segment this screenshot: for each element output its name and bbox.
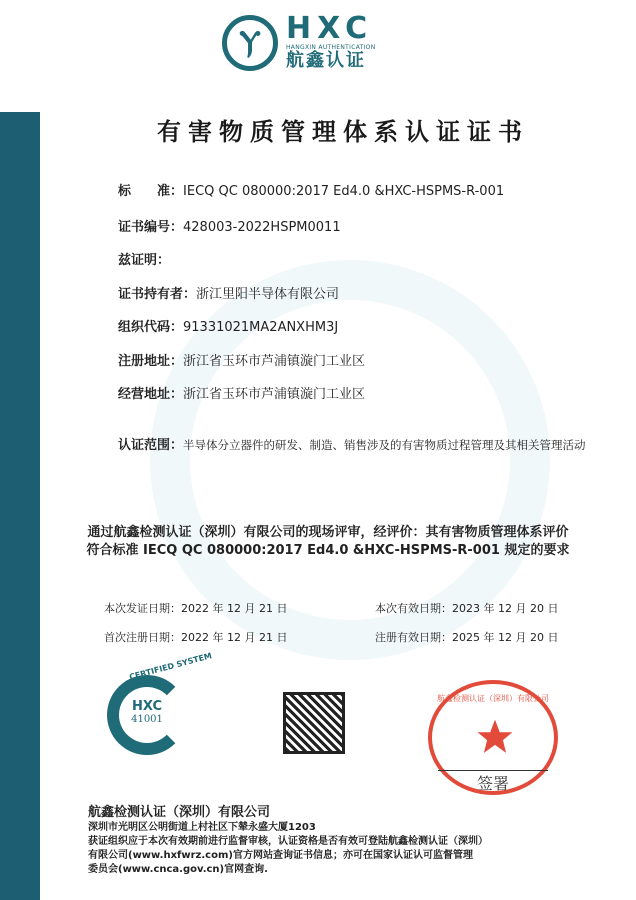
qr-code[interactable]	[283, 692, 345, 754]
field-standard	[118, 180, 504, 199]
valid-date: 本次有效日期：2023 年 12 月 20 日	[375, 602, 559, 615]
field-value: 浙江省玉环市芦浦镇漩门工业区	[183, 387, 366, 402]
field-org-code	[118, 316, 338, 335]
side-stripe	[0, 112, 40, 900]
cert-code: 41001	[131, 714, 163, 725]
statement-line-1: 通过航鑫检测认证（深圳）有限公司的现场评审，经评价：其有害物质管理体系评价	[87, 525, 569, 540]
first-reg-date: 首次注册日期：2022 年 12 月 21 日	[104, 631, 288, 644]
certificate-title: 有害物质管理体系认证证书	[157, 118, 529, 146]
field-certify	[118, 249, 170, 268]
company-seal	[428, 680, 558, 795]
cert-brand: HXC	[132, 699, 162, 714]
star-icon	[476, 718, 514, 756]
footer-company: 航鑫检测认证（深圳）有限公司	[88, 805, 271, 820]
reg-valid-date: 注册有效日期：2025 年 12 月 20 日	[375, 631, 559, 644]
logo-cn: 航鑫认证	[286, 50, 366, 71]
field-label: 兹证明：	[118, 253, 171, 268]
field-label: 证书编号：	[118, 220, 184, 235]
field-value: 浙江里阳半导体有限公司	[196, 287, 340, 302]
footer-note: 获证组织应于本次有效期前进行监督审核，认证资格是否有效可登陆航鑫检测认证（深圳）	[88, 836, 488, 847]
certified-system-mark	[107, 675, 187, 755]
field-cert-number	[118, 216, 341, 235]
field-reg-address	[118, 350, 365, 369]
field-value: IECQ QC 080000:2017 Ed4.0 &HXC-HSPMS-R-001	[183, 184, 505, 199]
field-label: 组织代码：	[118, 320, 184, 335]
logo-mark: HXC	[286, 11, 374, 46]
field-label: 注册地址：	[118, 354, 184, 369]
field-value: 半导体分立器件的研发、制造、销售涉及的有害物质过程管理及其相关管理活动	[183, 438, 586, 452]
field-label: 证书持有者：	[118, 287, 197, 302]
logo-emblem-icon: Ⲩ	[222, 15, 278, 71]
field-scope	[118, 434, 586, 453]
field-label: 经营地址：	[118, 387, 184, 402]
statement-line-2: 符合标准 IECQ QC 080000:2017 Ed4.0 &HXC-HSPMS-R-001 规定的要求	[86, 543, 570, 558]
field-holder	[118, 283, 339, 302]
field-label: 标 准：	[118, 184, 184, 199]
field-value: 91331021MA2ANXHM3J	[183, 320, 339, 335]
footer-note: 有限公司(www.hxfwrz.com)官方网站查询证书信息；亦可在国家认证认可监督管理	[88, 850, 473, 861]
issue-date: 本次发证日期：2022 年 12 月 21 日	[104, 602, 288, 615]
field-label: 认证范围：	[118, 438, 184, 453]
hxc-logo	[222, 11, 376, 71]
cert-mark-text: CERTIFIED SYSTEM	[128, 651, 213, 682]
footer-note: 委员会(www.cnca.gov.cn)官网查询.	[88, 864, 268, 875]
field-value: 浙江省玉环市芦浦镇漩门工业区	[183, 354, 366, 369]
footer	[88, 804, 488, 877]
field-op-address	[118, 383, 365, 402]
field-value: 428003-2022HSPM0011	[183, 220, 341, 235]
sign-label: 签署	[438, 770, 548, 794]
footer-address: 深圳市光明区公明街道上村社区下辇永盛大厦1203	[88, 822, 316, 833]
logo-en: HANGXIN AUTHENTICATION	[286, 44, 376, 51]
seal-text: 航鑫检测认证（深圳）有限公司	[437, 694, 549, 703]
